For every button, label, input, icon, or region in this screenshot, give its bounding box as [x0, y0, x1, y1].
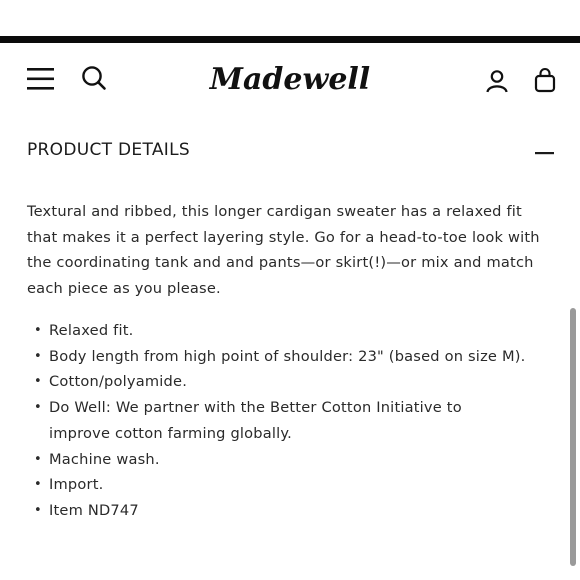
detail-item: [27, 318, 557, 344]
detail-item: [27, 344, 557, 370]
detail-text: Body length from high point of shoulder: 23" (based on size M).: [49, 347, 526, 365]
detail-text: Machine wash.: [49, 450, 160, 468]
bullet: •: [34, 348, 42, 364]
account-icon[interactable]: [485, 69, 509, 93]
detail-item: [27, 369, 557, 395]
search-icon[interactable]: [81, 65, 107, 91]
scrollbar[interactable]: [570, 308, 576, 566]
site-header: [0, 43, 580, 119]
detail-text: Relaxed fit.: [49, 322, 134, 339]
detail-item: [27, 472, 557, 498]
product-details-list: [27, 318, 557, 524]
detail-text: Import.: [49, 476, 104, 494]
detail-item-continued: [27, 421, 557, 447]
detail-text: Item ND747: [49, 501, 139, 519]
bullet: •: [34, 323, 42, 338]
collapse-minus-icon[interactable]: [535, 146, 555, 160]
detail-item: [27, 447, 557, 473]
detail-text: improve cotton farming globally.: [49, 424, 293, 442]
menu-icon[interactable]: [27, 67, 55, 91]
bag-icon[interactable]: [534, 67, 556, 93]
detail-text: Cotton/polyamide.: [49, 373, 188, 391]
top-bar: [0, 36, 580, 43]
bullet: •: [34, 451, 42, 467]
bullet: •: [34, 477, 42, 493]
bullet: •: [34, 374, 42, 390]
product-description: Textural and ribbed, this longer cardigan sweater has a relaxed fit that makes it a perfect layering style. Go for a head-to-toe look with the coordinating tank and and pants—or skirt(!)—or mix and match each piece as you please.: [27, 203, 540, 298]
detail-item: [27, 395, 557, 421]
bullet: •: [34, 400, 42, 416]
brand-logo-text: Madewell: [209, 62, 371, 97]
product-details-title[interactable]: PRODUCT DETAILS: [27, 140, 190, 160]
detail-item: [27, 498, 557, 524]
detail-text: Do Well: We partner with the Better Cotton Initiative to: [49, 399, 462, 417]
bullet: •: [34, 502, 42, 518]
brand-logo[interactable]: [208, 55, 372, 105]
